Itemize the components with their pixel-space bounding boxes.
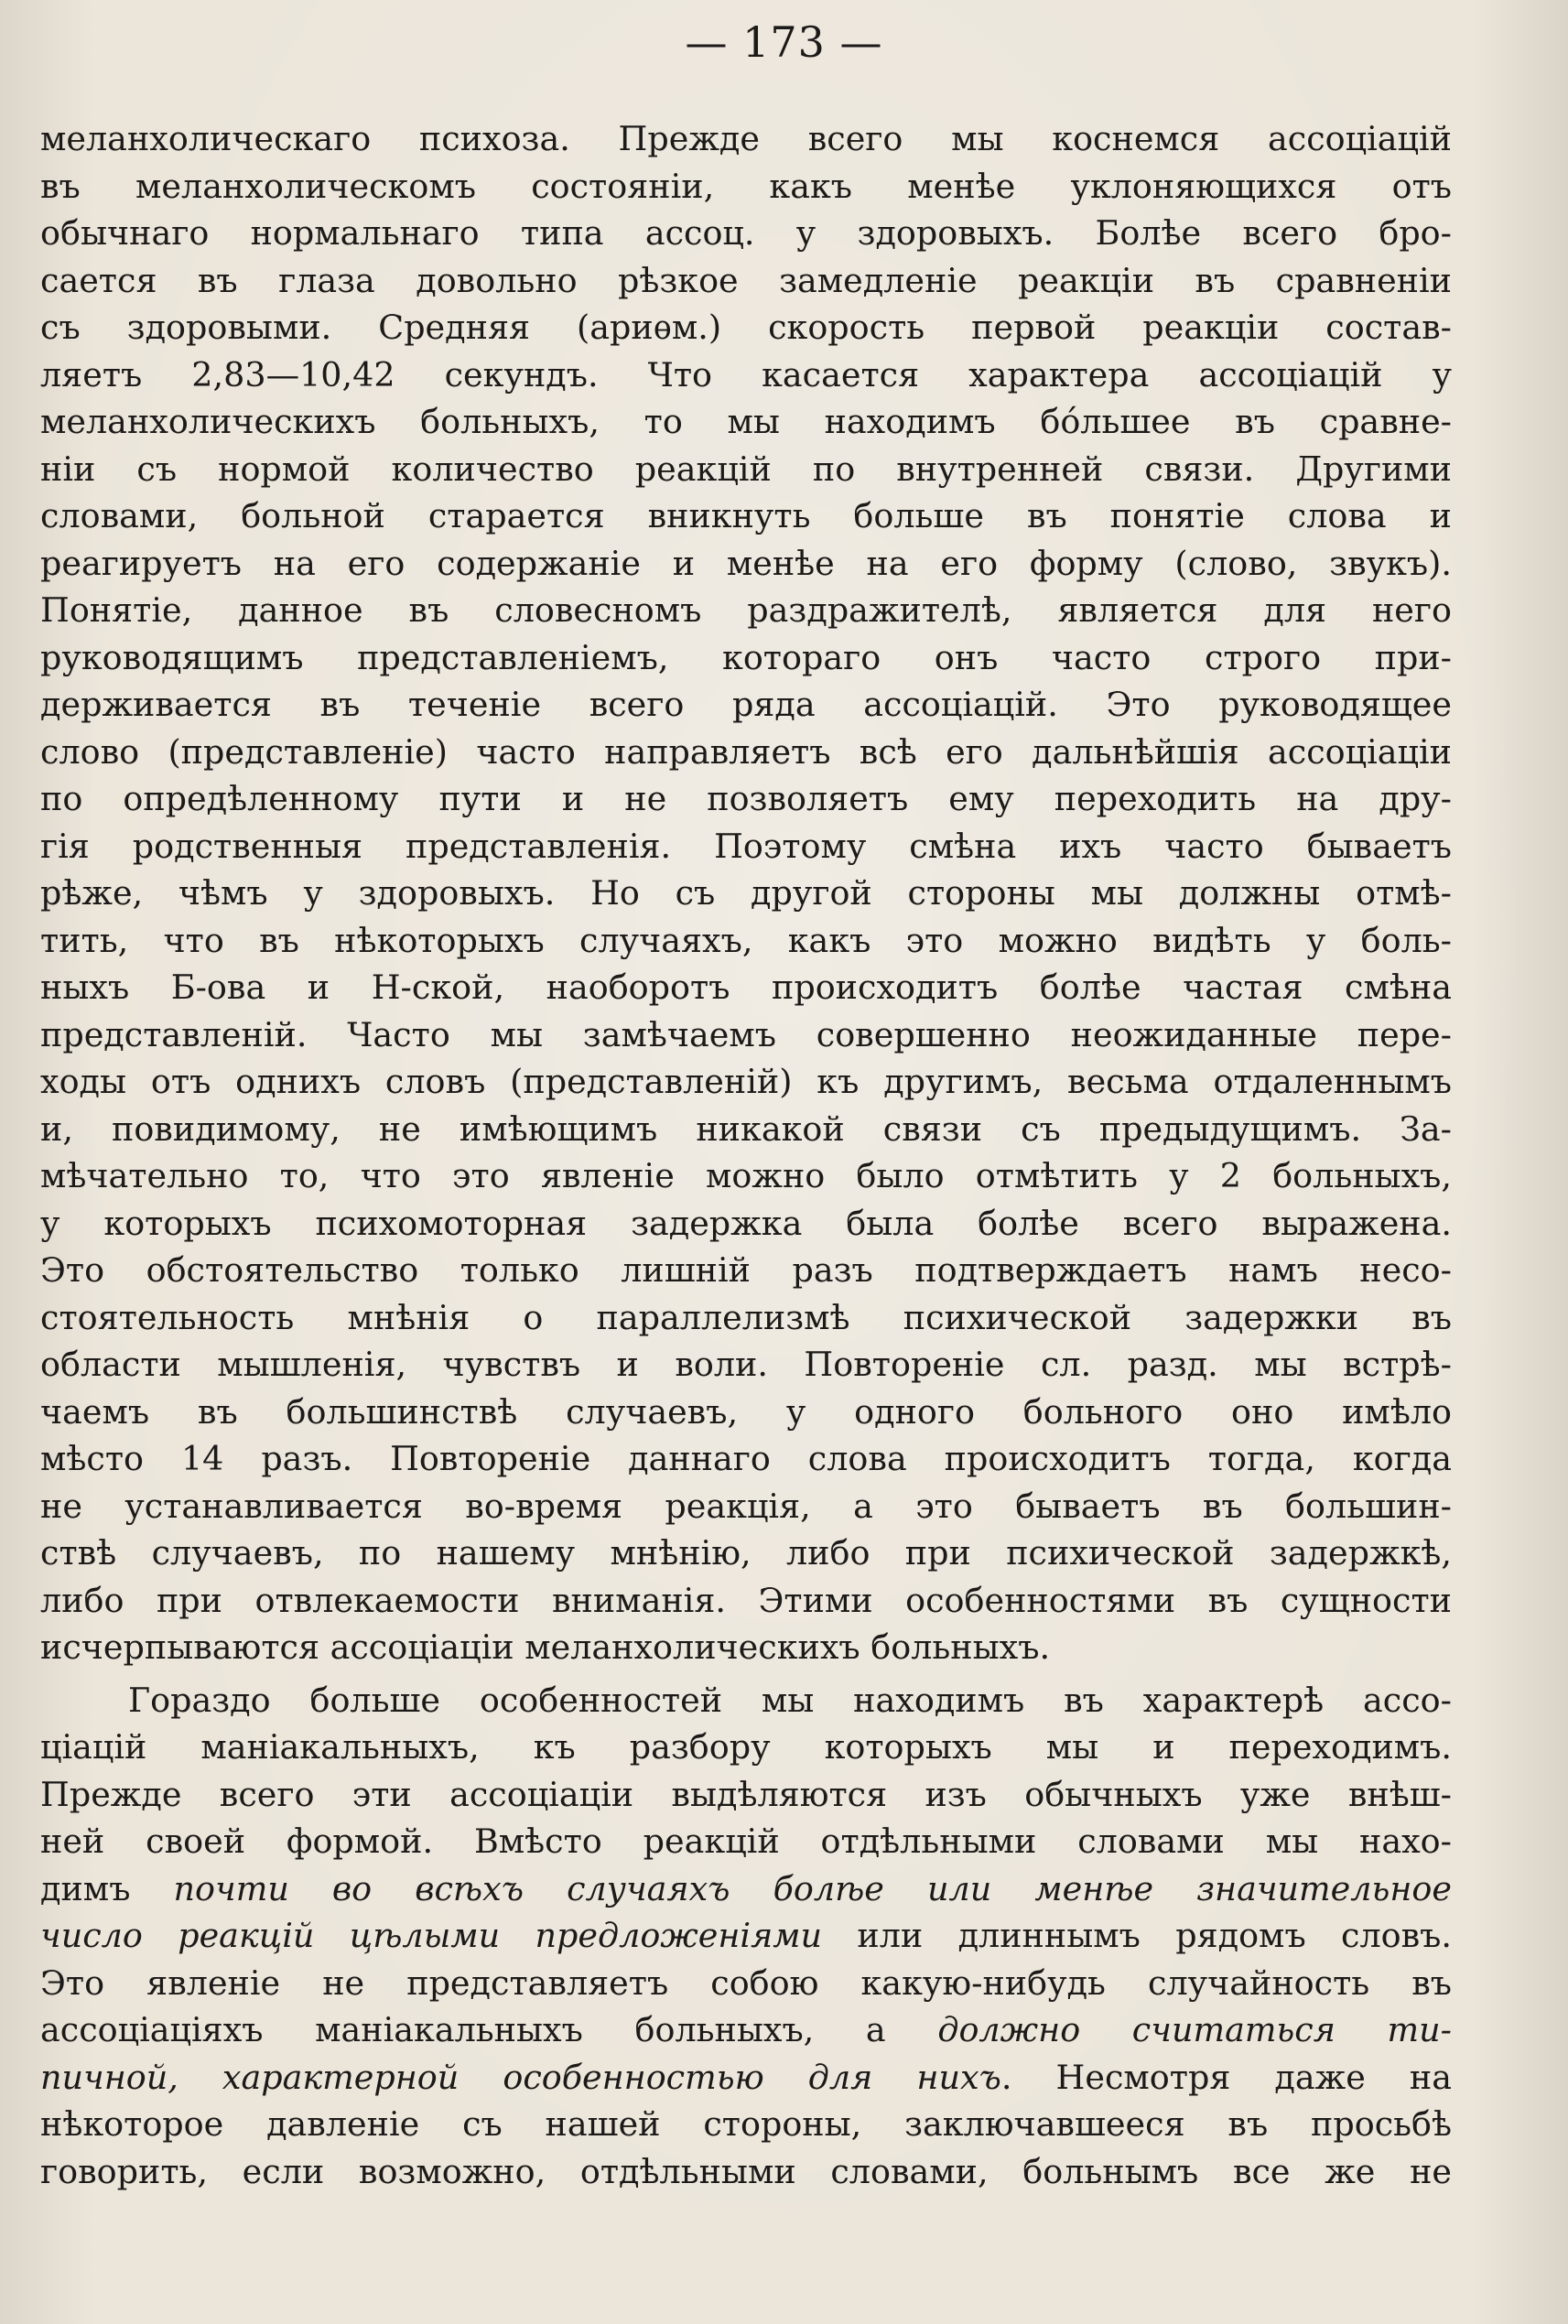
text-line: держивается въ теченіе всего ряда ассоціацій. Это руководящее (40, 685, 1452, 724)
text-line: исчерпываются ассоціаціи меланхолическихъ больныхъ. (40, 1627, 1051, 1667)
text-line: руководящимъ представленіемъ, котораго онъ часто строго при- (40, 637, 1452, 677)
text-line: Прежде всего эти ассоціаціи выдѣляются изъ обычныхъ уже внѣш- (40, 1774, 1452, 1814)
text-line: гія родственныя представленія. Поэтому смѣна ихъ часто бываетъ (40, 826, 1452, 866)
plain-text: . Несмотря даже на (1000, 2057, 1452, 2097)
paragraph-1 (40, 115, 1452, 1671)
text-line: ляетъ 2,83—10,42 секундъ. Что касается характера ассоціацій у (40, 354, 1452, 395)
plain-text: димъ (40, 1868, 174, 1908)
paragraph-2 (40, 1677, 1452, 2196)
text-line: говорить, если возможно, отдѣльными словами, больнымъ все же не (40, 2151, 1452, 2191)
text-line: и, повидимому, не имѣющимъ никакой связи съ предыдущимъ. За- (40, 1108, 1452, 1149)
text-line: ходы отъ однихъ словъ (представленій) къ другимъ, весьма отдаленнымъ (40, 1062, 1452, 1101)
text-line: словами, больной старается вникнуть больше въ понятіе слова и (40, 496, 1452, 535)
text-line: стоятельность мнѣнія о параллелизмѣ психической задержки въ (40, 1297, 1452, 1337)
italic-text: пичной, характерной особенностью для нихъ (40, 2057, 1001, 2097)
text-line: въ меланхолическомъ состояніи, какъ менѣе уклоняющихся отъ (40, 166, 1452, 206)
text-line: съ здоровыми. Средняя (ариѳм.) скорость первой реакціи состав- (40, 308, 1452, 347)
italic-text: почти во всѣхъ случаяхъ болѣе или менѣе значительное (173, 1868, 1452, 1908)
text-line: либо при отвлекаемости вниманія. Этими особенностями въ сущности (40, 1580, 1452, 1620)
italic-text: число реакцій цѣлыми предложеніями (40, 1916, 823, 1955)
text-line: реагируетъ на его содержаніе и менѣе на его форму (слово, звукъ). (40, 543, 1452, 583)
text-line: ствѣ случаевъ, по нашему мнѣнію, либо при психической задержкѣ, (40, 1533, 1452, 1573)
text-line: мѣчательно то, что это явленіе можно было отмѣтить у 2 больныхъ, (40, 1156, 1452, 1195)
text-line: ціацій маніакальныхъ, къ разбору которыхъ мы и переходимъ. (40, 1727, 1452, 1767)
text-line: чаемъ въ большинствѣ случаевъ, у одного больного оно имѣло (40, 1391, 1452, 1432)
text-line: Это обстоятельство только лишній разъ подтверждаетъ намъ несо- (40, 1250, 1452, 1290)
text-line: Это явленіе не представляетъ собою какую-нибудь случайность въ (40, 1962, 1452, 2003)
text-line: ней своей формой. Вмѣсто реакцій отдѣльными словами мы нахо- (40, 1821, 1452, 1861)
italic-text: должно считаться ти- (937, 2010, 1452, 2049)
text-line: тить, что въ нѣкоторыхъ случаяхъ, какъ это можно видѣть у боль- (40, 920, 1452, 960)
text-line: обычнаго нормальнаго типа ассоц. у здоровыхъ. Болѣе всего бро- (40, 213, 1452, 253)
text-line: области мышленія, чувствъ и воли. Повтореніе сл. разд. мы встрѣ- (40, 1345, 1452, 1384)
text-line: сается въ глаза довольно рѣзкое замедленіе реакціи въ сравненіи (40, 260, 1452, 300)
plain-text: ассоціаціяхъ маніакальныхъ больныхъ, а (40, 2010, 938, 2049)
text-line: Понятіе, данное въ словесномъ раздражителѣ, является для него (40, 590, 1452, 630)
text-line: нѣкоторое давленіе съ нашей стороны, заключавшееся въ просьбѣ (40, 2104, 1452, 2144)
text-line: рѣже, чѣмъ у здоровыхъ. Но съ другой стороны мы должны отмѣ- (40, 873, 1452, 913)
text-line (40, 1912, 1452, 1960)
text-line: слово (представленіе) часто направляетъ всѣ его дальнѣйшія ассоціаціи (40, 731, 1452, 772)
body-text (40, 115, 1452, 2195)
text-line: ныхъ Б-ова и Н-ской, наоборотъ происходитъ болѣе частая смѣна (40, 967, 1452, 1007)
text-line (40, 2006, 1452, 2054)
text-line: Гораздо больше особенностей мы находимъ въ характерѣ ассо- (128, 1680, 1452, 1720)
text-line: меланхолическихъ больныхъ, то мы находимъ бóльшее въ сравне- (40, 402, 1452, 441)
text-line: мѣсто 14 разъ. Повтореніе даннаго слова происходитъ тогда, когда (40, 1439, 1452, 1478)
text-line: не устанавливается во-время реакція, а это бываетъ въ большин- (40, 1486, 1452, 1526)
text-line: по опредѣленному пути и не позволяетъ ему переходить на дру- (40, 779, 1452, 818)
text-line: ніи съ нормой количество реакцій по внутренней связи. Другими (40, 449, 1452, 489)
text-line: у которыхъ психомоторная задержка была болѣе всего выражена. (40, 1203, 1452, 1243)
plain-text: или длиннымъ рядомъ словъ. (822, 1916, 1452, 1955)
text-line (40, 1865, 1452, 1913)
text-line: представленій. Часто мы замѣчаемъ совершенно неожиданные пере- (40, 1014, 1452, 1054)
page-number: — 173 — (685, 17, 883, 67)
text-line (40, 2054, 1452, 2102)
text-line: меланхолическаго психоза. Прежде всего мы коснемся ассоціацій (40, 119, 1452, 158)
